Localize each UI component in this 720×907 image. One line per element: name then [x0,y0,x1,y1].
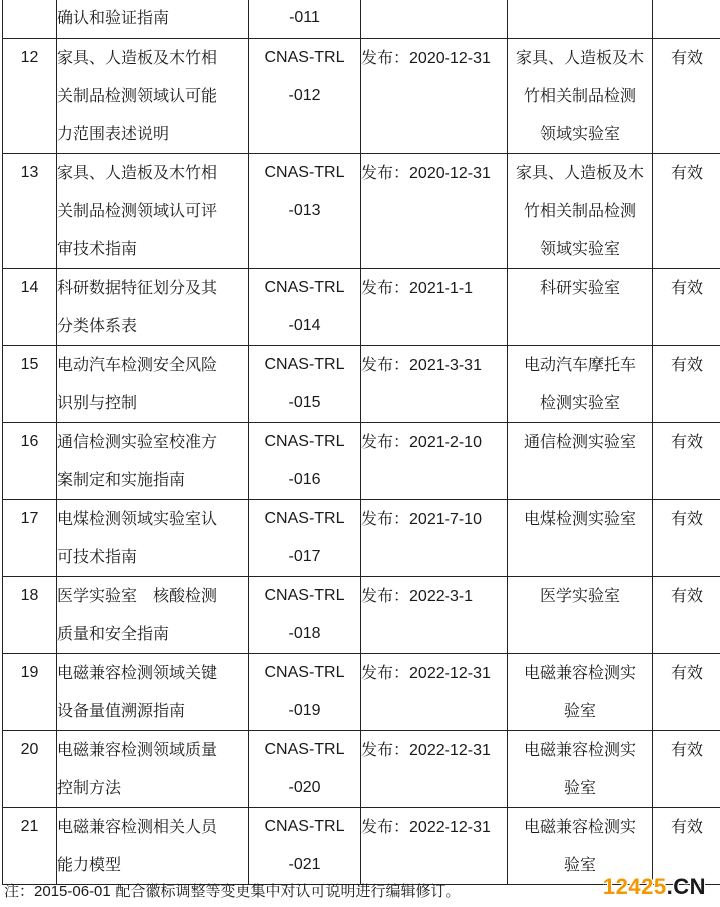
lab-line: 家具、人造板及木 [515,48,644,67]
row-number: 14 [3,269,57,346]
lab-line: 验室 [563,778,596,797]
document-name [57,269,249,346]
name-line: 电磁兼容检测领域质量 [57,740,218,759]
applicable-lab [508,154,653,269]
table-row [3,154,720,269]
table-row [3,654,720,731]
name-line: 医学实验室 核酸检测 [57,586,218,605]
name-line: 识别与控制 [57,393,138,412]
publish-label: 发布： [361,586,410,605]
document-name [57,423,249,500]
lab-line: 医学实验室 [539,586,620,605]
status-text: 有效 [653,808,720,885]
row-number: 20 [3,731,57,808]
applicable-lab [508,654,653,731]
row-number: 16 [3,423,57,500]
name-line: 确认和验证指南 [57,8,170,27]
name-line: 审技术指南 [57,239,138,258]
applicable-lab [508,39,653,154]
publish-date [361,269,508,346]
code-line: -020 [288,779,321,796]
publish-date [361,808,508,885]
table-row [3,269,720,346]
document-code [249,39,361,154]
document-name [57,577,249,654]
lab-line: 电磁兼容检测实 [523,663,636,682]
document-code [249,577,361,654]
table-row [3,577,720,654]
publish-label: 发布： [361,817,410,836]
publish-date [361,500,508,577]
publish-date-value: 2022-12-31 [409,742,491,759]
lab-line: 电煤检测实验室 [523,509,636,528]
row-number: 17 [3,500,57,577]
publish-date [361,654,508,731]
status-text: 有效 [653,654,720,731]
publish-date-value: 2022-12-31 [409,665,491,682]
code-line: CNAS-TRL [264,433,345,450]
name-line: 通信检测实验室校准方 [57,432,218,451]
code-line: -011 [289,9,320,26]
name-line: 控制方法 [57,778,122,797]
publish-date-value: 2021-1-1 [409,280,474,297]
table-row [3,423,720,500]
name-line: 关制品检测领域认可能 [57,86,218,105]
publish-date [361,39,508,154]
document-name [57,808,249,885]
status-text: 有效 [653,423,720,500]
publish-date-value: 2022-3-1 [409,588,474,605]
lab-line: 领域实验室 [539,124,620,143]
row-number: 18 [3,577,57,654]
publish-label: 发布： [361,163,410,182]
document-code [249,0,361,39]
code-line: -016 [288,471,321,488]
name-line: 家具、人造板及木竹相 [57,48,218,67]
document-code [249,269,361,346]
status-text [653,0,720,39]
code-line: CNAS-TRL [264,356,345,373]
publish-date-value: 2021-3-31 [409,357,482,374]
name-line: 分类体系表 [57,316,138,335]
standards-table [2,0,720,885]
code-line: -013 [288,202,321,219]
document-code [249,500,361,577]
applicable-lab [508,0,653,39]
name-line: 电磁兼容检测领域关键 [57,663,218,682]
publish-label: 发布： [361,355,410,374]
name-line: 电煤检测领域实验室认 [57,509,218,528]
document-code [249,346,361,423]
publish-date-value: 2022-12-31 [409,819,491,836]
lab-line: 竹相关制品检测 [523,201,636,220]
lab-line: 家具、人造板及木 [515,163,644,182]
table-row [3,39,720,154]
code-line: CNAS-TRL [264,818,345,835]
row-number: 12 [3,39,57,154]
name-line: 质量和安全指南 [57,624,170,643]
applicable-lab [508,423,653,500]
code-line: -018 [288,625,321,642]
lab-line: 电磁兼容检测实 [523,740,636,759]
lab-line: 科研实验室 [539,278,620,297]
code-line: CNAS-TRL [264,664,345,681]
publish-label: 发布： [361,48,410,67]
publish-label: 发布： [361,740,410,759]
name-line: 家具、人造板及木竹相 [57,163,218,182]
document-code [249,654,361,731]
document-code [249,423,361,500]
status-text: 有效 [653,500,720,577]
code-line: -017 [288,548,321,565]
status-text: 有效 [653,269,720,346]
code-line: CNAS-TRL [264,49,345,66]
applicable-lab [508,346,653,423]
lab-line: 通信检测实验室 [523,432,636,451]
name-line: 能力模型 [57,855,122,874]
document-code [249,808,361,885]
code-line: -019 [288,702,321,719]
name-line: 电磁兼容检测相关人员 [57,817,218,836]
status-text: 有效 [653,346,720,423]
table-row [3,346,720,423]
name-line: 关制品检测领域认可评 [57,201,218,220]
code-line: CNAS-TRL [264,741,345,758]
row-number: 21 [3,808,57,885]
name-line: 案制定和实施指南 [57,470,186,489]
row-number: 19 [3,654,57,731]
lab-line: 验室 [563,855,596,874]
publish-label: 发布： [361,509,410,528]
publish-date [361,154,508,269]
publish-date [361,346,508,423]
name-line: 力范围表述说明 [57,124,170,143]
row-number [3,0,57,39]
publish-date [361,577,508,654]
publish-label: 发布： [361,663,410,682]
publish-date-value: 2020-12-31 [409,165,491,182]
document-name [57,500,249,577]
document-name [57,39,249,154]
publish-label: 发布： [361,278,410,297]
name-line: 科研数据特征划分及其 [57,278,218,297]
publish-date-value: 2021-7-10 [409,511,482,528]
code-line: -021 [288,856,321,873]
applicable-lab [508,500,653,577]
document-name [57,346,249,423]
lab-line: 验室 [563,701,596,720]
applicable-lab [508,577,653,654]
lab-line: 检测实验室 [539,393,620,412]
lab-line: 竹相关制品检测 [523,86,636,105]
applicable-lab [508,731,653,808]
applicable-lab [508,269,653,346]
code-line: -012 [288,87,321,104]
code-line: CNAS-TRL [264,279,345,296]
status-text: 有效 [653,39,720,154]
code-line: -014 [288,317,321,334]
document-name [57,731,249,808]
name-line: 可技术指南 [57,547,138,566]
publish-date [361,423,508,500]
lab-line: 领域实验室 [539,239,620,258]
table-row [3,0,720,39]
document-code [249,731,361,808]
footnote: 注：2015-06-01 配合徽标调整等变更集中对认可说明进行编辑修订。 [4,882,461,900]
code-line: -015 [288,394,321,411]
name-line: 电动汽车检测安全风险 [57,355,218,374]
lab-line: 电磁兼容检测实 [523,817,636,836]
document-code [249,154,361,269]
document-name [57,154,249,269]
document-name [57,654,249,731]
publish-label: 发布： [361,432,410,451]
code-line: CNAS-TRL [264,510,345,527]
publish-date [361,0,508,39]
name-line: 设备量值溯源指南 [57,701,186,720]
site-watermark: 12425.CN [602,874,706,899]
status-text: 有效 [653,577,720,654]
publish-date-value: 2021-2-10 [409,434,482,451]
row-number: 15 [3,346,57,423]
lab-line: 电动汽车摩托车 [523,355,636,374]
table-row [3,500,720,577]
status-text: 有效 [653,731,720,808]
publish-date [361,731,508,808]
code-line: CNAS-TRL [264,587,345,604]
document-name [57,0,249,39]
row-number: 13 [3,154,57,269]
code-line: CNAS-TRL [264,164,345,181]
publish-date-value: 2020-12-31 [409,50,491,67]
status-text: 有效 [653,154,720,269]
table-row [3,731,720,808]
